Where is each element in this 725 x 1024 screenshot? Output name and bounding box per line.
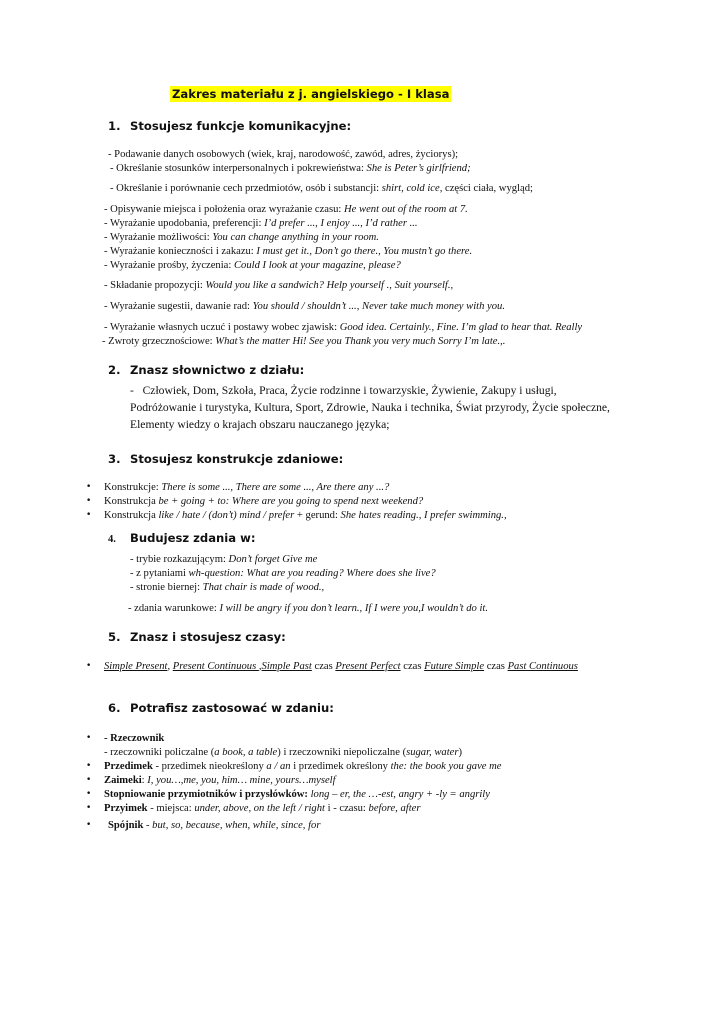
text: - Określanie stosunków interpersonalnych i pokrewieństwa: — [110, 163, 367, 174]
text: Konstrukcja — [104, 510, 159, 521]
bullet-icon: • — [86, 496, 92, 506]
tenses-line — [104, 660, 578, 674]
s1-line — [104, 259, 401, 273]
text: - miejsca: — [147, 803, 195, 814]
s6-line — [104, 802, 421, 816]
s6-line — [104, 732, 164, 746]
text: ) — [458, 747, 463, 758]
s1-line — [104, 279, 453, 293]
s1-line — [104, 203, 468, 217]
example: before, after — [368, 803, 421, 814]
s2-line — [130, 417, 389, 433]
text: - przedimek nieokreślony — [152, 761, 267, 772]
bullet-icon: • — [86, 733, 92, 743]
text: - Wyrażanie prośby, życzenia: — [104, 260, 234, 271]
text: ) i rzeczowniki niepoliczalne ( — [277, 747, 407, 758]
document-title: Zakres materiału z j. angielskiego - I klasa — [172, 87, 450, 101]
text: - Wyrażanie upodobania, preferencji: — [104, 218, 265, 229]
example: That chair is made of wood., — [202, 582, 325, 593]
tense: Past Continuous — [507, 661, 578, 672]
bullet-icon: • — [86, 775, 92, 785]
section-number: 3. — [108, 452, 121, 466]
term: Przyimek — [104, 803, 148, 814]
term: Zaimeki — [104, 775, 142, 786]
example: the: the book you gave me — [390, 761, 502, 772]
text: - Wyrażanie konieczności i zakazu: — [104, 246, 257, 257]
example: You should / shouldn’t ..., Never take much money with you. — [252, 301, 505, 312]
text: - Podawanie danych osobowych (wiek, kraj, narodowość, zawód, adres, życiorys); — [108, 149, 459, 160]
bullet-icon: • — [86, 482, 92, 492]
example: a book, a table — [214, 747, 278, 758]
section-5-heading — [108, 630, 286, 644]
s2-line — [130, 383, 557, 399]
example: I must get it., Don’t go there., You mustn’t go there. — [256, 246, 473, 257]
example: There is some ..., There are some ..., Are there any ...? — [161, 482, 390, 493]
example: He went out of the room at 7. — [344, 204, 468, 215]
tense: Simple Past — [261, 661, 312, 672]
bullet-icon: • — [86, 510, 92, 520]
s4-line — [130, 567, 436, 581]
term: Spójnik — [108, 820, 144, 831]
text: i - czasu: — [324, 803, 369, 814]
text: Konstrukcje: — [104, 482, 162, 493]
s3-line — [104, 495, 423, 509]
example: She is Peter’s girlfriend; — [366, 163, 471, 174]
s1-line — [104, 300, 505, 314]
section-1-heading — [108, 119, 351, 133]
separator: , — [258, 661, 262, 672]
s3-line — [104, 481, 389, 495]
bullet-icon: • — [86, 820, 92, 830]
example: She hates reading., I prefer swimming., — [340, 510, 507, 521]
example: - but, so, because, when, while, since, for — [143, 820, 321, 831]
text: - stronie biernej: — [130, 582, 203, 593]
section-title: Budujesz zdania w: — [130, 531, 256, 545]
s4-line — [128, 602, 488, 616]
term: Przedimek — [104, 761, 153, 772]
s6-line — [108, 819, 320, 833]
text: czas — [311, 661, 336, 672]
separator: , — [167, 661, 173, 672]
bullet-icon: • — [86, 789, 92, 799]
bullet-icon: • — [86, 761, 92, 771]
section-title: Stosujesz konstrukcje zdaniowe: — [130, 452, 344, 466]
section-6-heading — [108, 701, 334, 715]
example: shirt, cold ice, — [381, 183, 443, 194]
s1-line — [108, 148, 458, 162]
example: You can change anything in your room. — [212, 232, 379, 243]
text: i przedimek określony — [290, 761, 391, 772]
text: - z pytaniami — [130, 568, 189, 579]
example: sugar, water — [406, 747, 459, 758]
text: części ciała, wygląd; — [442, 183, 533, 194]
example: a / an — [266, 761, 291, 772]
tense: Present Continuous — [172, 661, 259, 672]
section-2-heading — [108, 363, 304, 377]
example: Would you like a sandwich? Help yourself ., Suit yourself., — [205, 280, 454, 291]
section-number: 6. — [108, 701, 121, 715]
example: I, you…,me, you, him… mine, yours…myself — [147, 775, 336, 786]
s1-line — [102, 335, 505, 349]
text: - trybie rozkazującym: — [130, 554, 229, 565]
s2-line — [130, 400, 610, 416]
s1-line — [104, 321, 582, 335]
example: What’s the matter Hi! See you Thank you very much Sorry I’m late.,. — [215, 336, 506, 347]
example: I will be angry if you don’t learn., If I were you,I wouldn’t do it. — [219, 603, 489, 614]
s1-line — [104, 245, 472, 259]
s4-line — [130, 553, 317, 567]
section-title: Znasz i stosujesz czasy: — [130, 630, 286, 644]
text: - Rzeczownik — [104, 733, 165, 744]
bullet-icon: • — [86, 803, 92, 813]
section-4-heading — [108, 531, 255, 547]
s1-line — [104, 217, 418, 231]
s1-line — [104, 231, 379, 245]
section-title: Znasz słownictwo z działu: — [130, 363, 305, 377]
text: - Wyrażanie sugestii, dawanie rad: — [104, 301, 253, 312]
section-title: Potrafisz zastosować w zdaniu: — [130, 701, 334, 715]
example: like / hate / (don’t) mind / prefer — [158, 510, 295, 521]
section-number: 1. — [108, 119, 121, 133]
example: I’d prefer ..., I enjoy ..., I’d rather ... — [264, 218, 418, 229]
section-number: 5. — [108, 630, 121, 644]
s1-line — [110, 182, 533, 196]
text: czas — [484, 661, 508, 672]
term: Stopniowanie przymiotników i przysłówków: — [104, 789, 311, 800]
example: long – er, the …-est, angry + -ly = angrily — [310, 789, 490, 800]
tense: Future Simple — [424, 661, 485, 672]
s1-line — [110, 162, 471, 176]
text: Elementy wiedzy o krajach obszaru nauczanego języka; — [130, 418, 390, 431]
bullet-icon: • — [86, 661, 92, 671]
text: - Określanie i porównanie cech przedmiotów, osób i substancji: — [110, 183, 382, 194]
s3-line — [104, 509, 507, 523]
text: Konstrukcja — [104, 496, 159, 507]
tense: Simple Present — [104, 661, 168, 672]
text: : — [141, 775, 148, 786]
example: wh-question: What are you reading? Where does she live? — [188, 568, 436, 579]
section-number: 2. — [108, 363, 121, 377]
text: - Wyrażanie możliwości: — [104, 232, 213, 243]
example: Don’t forget Give me — [228, 554, 318, 565]
s6-line — [104, 760, 501, 774]
text: - Opisywanie miejsca i położenia oraz wyrażanie czasu: — [104, 204, 345, 215]
example: be + going + to: Where are you going to spend next weekend? — [158, 496, 424, 507]
s6-line — [104, 788, 490, 802]
s4-line — [130, 581, 324, 595]
example: Could I look at your magazine, please? — [233, 260, 401, 271]
example: Good idea. Certainly., Fine. I’m glad to hear that. Really — [339, 322, 583, 333]
text: - zdania warunkowe: — [128, 603, 220, 614]
section-number: 4. — [108, 534, 116, 545]
text: Człowiek, Dom, Szkoła, Praca, Życie rodzinne i towarzyskie, Żywienie, Zakupy i usługi, — [142, 384, 557, 397]
s6-line — [104, 746, 462, 760]
section-title: Stosujesz funkcje komunikacyjne: — [130, 119, 352, 133]
text: - Składanie propozycji: — [104, 280, 206, 291]
text: czas — [400, 661, 425, 672]
s6-line — [104, 774, 336, 788]
text: - Zwroty grzecznościowe: — [102, 336, 216, 347]
section-3-heading — [108, 452, 343, 466]
tense: Present Perfect — [335, 661, 401, 672]
dash: - — [130, 384, 134, 397]
text: - rzeczowniki policzalne ( — [104, 747, 215, 758]
text: Podróżowanie i turystyka, Kultura, Sport, Zdrowie, Nauka i technika, Świat przyrody, Życie społeczne, — [130, 401, 610, 414]
text: - Wyrażanie własnych uczuć i postawy wobec zjawisk: — [104, 322, 340, 333]
text: + gerund: — [294, 510, 341, 521]
example: under, above, on the left / right — [194, 803, 325, 814]
